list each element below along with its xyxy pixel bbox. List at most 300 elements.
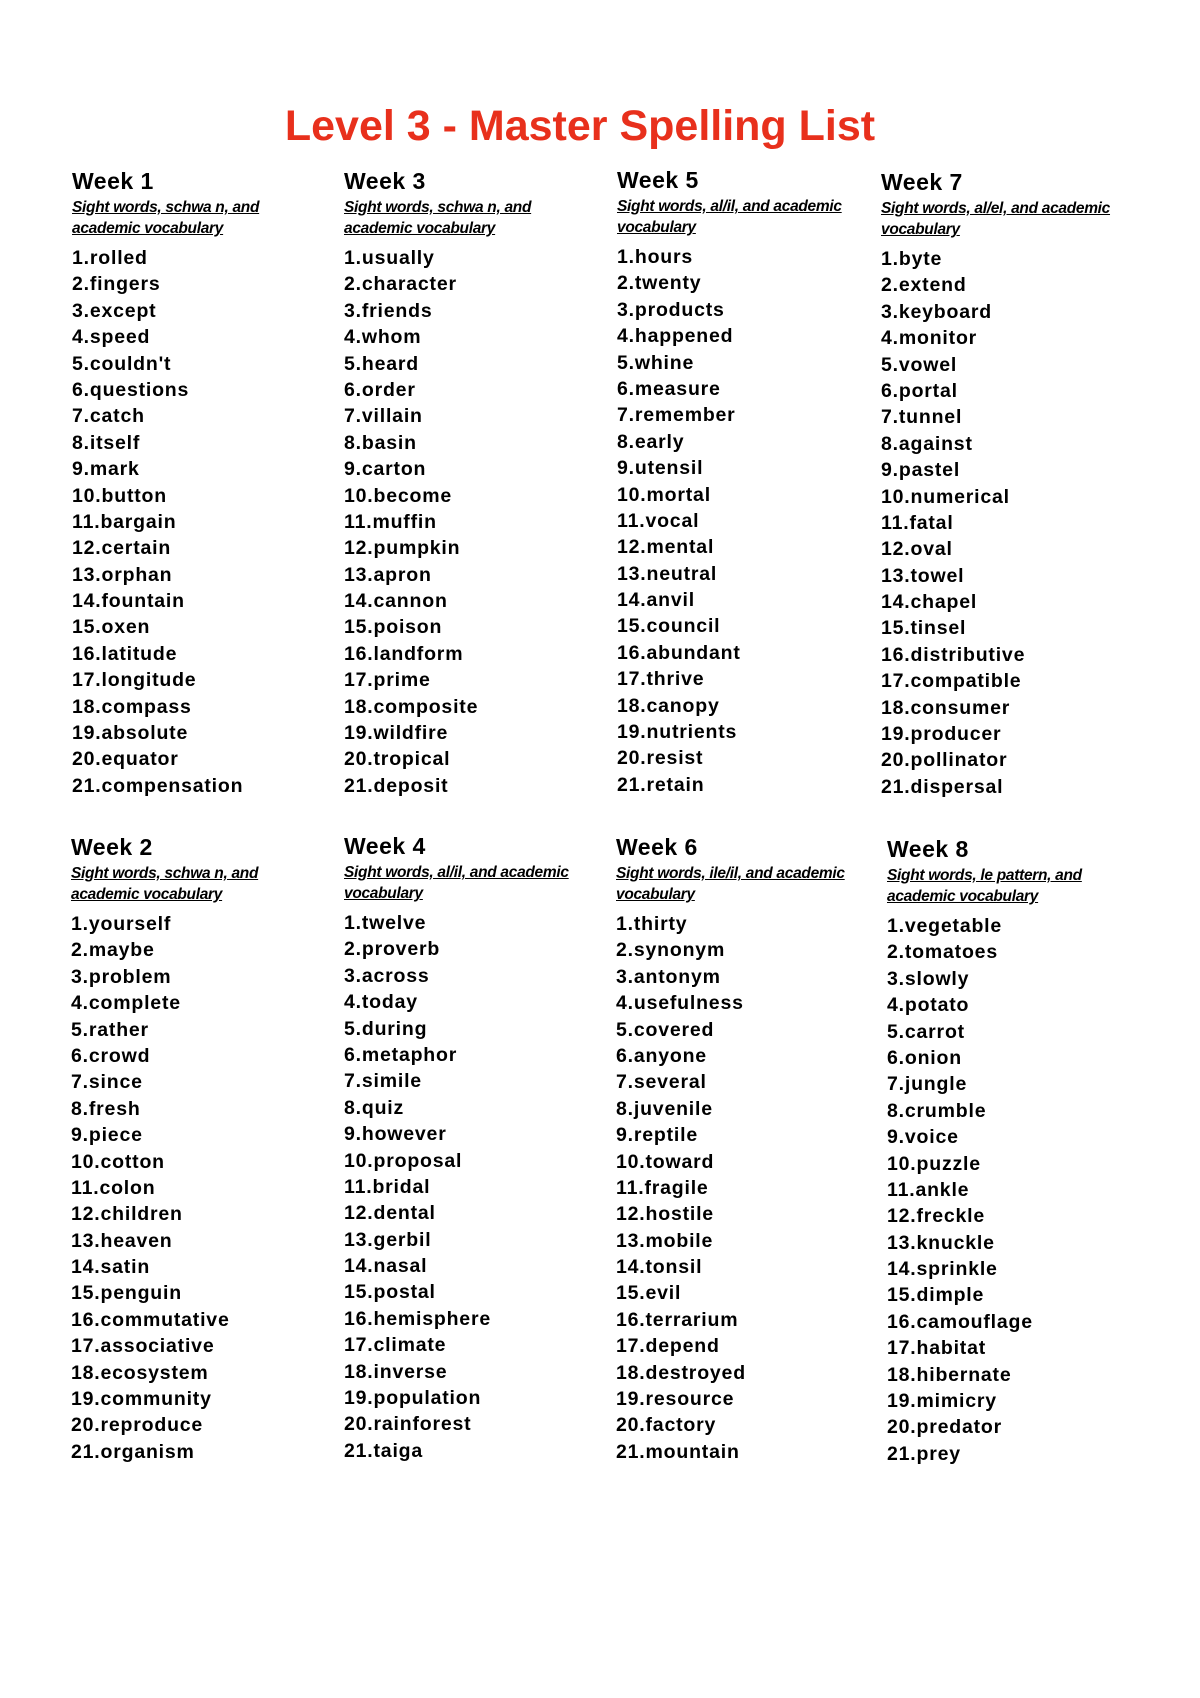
spelling-word: carrot	[904, 1020, 965, 1043]
item-number: 17.	[881, 670, 911, 693]
list-item	[344, 989, 594, 1015]
item-number: 16.	[72, 642, 102, 665]
list-item	[616, 1069, 866, 1095]
spelling-word: thirty	[633, 913, 688, 935]
spelling-word: depend	[645, 1335, 720, 1358]
item-number: 1.	[71, 913, 89, 935]
item-number: 12.	[71, 1203, 101, 1226]
item-number: 12.	[881, 538, 911, 561]
list-item	[344, 1227, 594, 1253]
spelling-word: crowd	[88, 1044, 151, 1067]
list-item	[72, 694, 322, 720]
list-item	[344, 1438, 594, 1464]
spelling-word: synonym	[633, 939, 726, 962]
item-number: 5.	[616, 1018, 634, 1041]
list-item	[617, 613, 867, 639]
list-item	[881, 510, 1131, 536]
item-number: 3.	[616, 965, 634, 988]
spelling-word: chapel	[910, 591, 978, 614]
list-item	[344, 694, 594, 720]
list-item	[881, 404, 1131, 430]
list-item	[616, 911, 866, 937]
spelling-word: questions	[89, 378, 190, 401]
spelling-word: hibernate	[916, 1363, 1012, 1386]
spelling-word: bridal	[372, 1175, 431, 1198]
list-item	[887, 1441, 1137, 1467]
list-item	[617, 587, 867, 613]
week-heading: Week 4	[344, 833, 426, 859]
spelling-word: extend	[898, 274, 967, 297]
word-list	[71, 911, 321, 1465]
item-number: 18.	[72, 695, 102, 718]
list-item	[616, 1280, 866, 1306]
item-number: 10.	[881, 485, 911, 508]
spelling-word: fountain	[101, 590, 185, 613]
word-list	[616, 911, 866, 1465]
week-heading: Week 8	[887, 836, 969, 862]
list-item	[344, 1279, 594, 1305]
list-item	[617, 350, 867, 376]
spelling-word: products	[634, 298, 725, 321]
spelling-word: community	[100, 1388, 212, 1411]
item-number: 20.	[344, 748, 374, 771]
spelling-word: measure	[634, 377, 721, 400]
spelling-word: dental	[373, 1202, 436, 1225]
spelling-word: resource	[645, 1388, 735, 1411]
list-item	[881, 668, 1131, 694]
item-number: 13.	[881, 564, 911, 587]
spelling-word: compass	[101, 695, 192, 718]
spelling-word: prime	[373, 669, 431, 692]
item-number: 16.	[71, 1308, 101, 1331]
list-item	[344, 509, 594, 535]
spelling-word: itself	[89, 431, 141, 454]
list-item	[344, 1121, 594, 1147]
list-item	[72, 271, 322, 297]
list-item	[72, 667, 322, 693]
item-number: 6.	[616, 1044, 634, 1067]
list-item	[344, 298, 594, 324]
spelling-word: penguin	[100, 1282, 182, 1305]
spelling-word: latitude	[101, 642, 178, 665]
spelling-word: composite	[373, 695, 479, 718]
spelling-word: mobile	[645, 1229, 714, 1252]
list-item	[616, 1122, 866, 1148]
item-number: 1.	[344, 912, 362, 934]
spelling-word: reptile	[633, 1124, 698, 1147]
list-item	[617, 402, 867, 428]
spelling-word: hours	[634, 246, 694, 268]
spelling-word: complete	[88, 992, 181, 1015]
week-block	[344, 167, 594, 799]
week-subtitle: Sight words, schwa n, and academic vocabulary	[344, 199, 532, 237]
spelling-word: predator	[916, 1416, 1003, 1439]
week-heading: Week 1	[72, 168, 154, 194]
item-number: 5.	[617, 351, 635, 374]
spelling-word: associative	[100, 1335, 215, 1358]
item-number: 10.	[71, 1150, 101, 1173]
list-item	[887, 1124, 1137, 1150]
spelling-word: during	[361, 1017, 428, 1040]
word-list	[881, 246, 1131, 800]
item-number: 20.	[344, 1413, 374, 1436]
list-item	[616, 1043, 866, 1069]
list-item	[72, 773, 322, 799]
spelling-word: absolute	[101, 722, 189, 745]
spelling-word: yourself	[88, 913, 172, 935]
spelling-word: whom	[361, 326, 422, 349]
list-item	[71, 1043, 321, 1069]
spelling-word: colon	[99, 1176, 156, 1199]
list-item	[71, 1360, 321, 1386]
item-number: 10.	[617, 483, 647, 506]
item-number: 14.	[71, 1256, 101, 1279]
item-number: 21.	[72, 774, 102, 797]
spelling-word: proverb	[361, 938, 441, 961]
item-number: 1.	[344, 247, 362, 269]
list-item	[72, 535, 322, 561]
list-item	[72, 456, 322, 482]
list-item	[887, 1098, 1137, 1124]
list-item	[71, 1122, 321, 1148]
list-item	[344, 483, 594, 509]
list-item	[72, 746, 322, 772]
item-number: 2.	[616, 939, 634, 962]
week-block	[887, 835, 1137, 1467]
list-item	[344, 377, 594, 403]
list-item	[881, 747, 1131, 773]
list-item	[887, 992, 1137, 1018]
item-number: 15.	[344, 616, 374, 639]
spelling-word: catch	[89, 405, 145, 428]
item-number: 4.	[616, 992, 634, 1015]
spelling-word: rolled	[89, 247, 148, 269]
spelling-word: cannon	[373, 590, 448, 613]
item-number: 6.	[617, 377, 635, 400]
week-subtitle: Sight words, schwa n, and academic vocabulary	[72, 199, 260, 237]
list-item	[344, 562, 594, 588]
item-number: 1.	[881, 248, 899, 270]
spelling-word: friends	[361, 299, 433, 322]
list-item	[72, 562, 322, 588]
list-item	[617, 534, 867, 560]
list-item	[71, 1333, 321, 1359]
spelling-word: button	[101, 484, 167, 507]
spelling-word: canopy	[646, 694, 720, 717]
list-item	[616, 964, 866, 990]
spelling-word: knuckle	[916, 1231, 995, 1254]
item-number: 9.	[616, 1124, 634, 1147]
item-number: 14.	[344, 590, 374, 613]
item-number: 13.	[344, 1228, 374, 1251]
item-number: 20.	[617, 747, 647, 770]
spelling-word: resist	[646, 747, 704, 770]
list-item	[344, 324, 594, 350]
item-number: 21.	[616, 1440, 646, 1463]
item-number: 19.	[887, 1390, 917, 1413]
list-item	[881, 352, 1131, 378]
list-item	[617, 270, 867, 296]
list-item	[617, 482, 867, 508]
spelling-word: proposal	[373, 1149, 463, 1172]
spelling-word: utensil	[634, 457, 704, 480]
item-number: 9.	[344, 458, 362, 481]
spelling-word: anvil	[646, 589, 695, 612]
list-item	[344, 1253, 594, 1279]
list-item	[72, 351, 322, 377]
spelling-word: speed	[89, 326, 151, 349]
list-item	[617, 376, 867, 402]
spelling-word: since	[88, 1071, 143, 1094]
list-item	[616, 1254, 866, 1280]
item-number: 7.	[344, 405, 362, 428]
list-item	[72, 588, 322, 614]
list-item	[616, 1149, 866, 1175]
week-subtitle: Sight words, ile/il, and academic vocabulary	[616, 865, 845, 903]
spelling-word: nutrients	[646, 721, 738, 744]
list-item	[72, 641, 322, 667]
spelling-word: children	[100, 1203, 183, 1226]
item-number: 3.	[887, 967, 905, 990]
item-number: 13.	[887, 1231, 917, 1254]
item-number: 3.	[881, 300, 899, 323]
item-number: 17.	[344, 669, 374, 692]
spelling-word: couldn't	[89, 352, 172, 375]
list-item	[344, 720, 594, 746]
item-number: 15.	[881, 617, 911, 640]
item-number: 10.	[616, 1150, 646, 1173]
list-item	[344, 773, 594, 799]
list-item	[881, 484, 1131, 510]
list-item	[616, 1017, 866, 1043]
week-block	[616, 833, 866, 1465]
item-number: 5.	[887, 1020, 905, 1043]
item-number: 15.	[344, 1281, 374, 1304]
item-number: 14.	[887, 1258, 917, 1281]
list-item	[72, 483, 322, 509]
item-number: 5.	[344, 352, 362, 375]
item-number: 7.	[71, 1071, 89, 1094]
spelling-word: simile	[361, 1070, 422, 1093]
spelling-word: vegetable	[904, 915, 1003, 937]
list-item	[881, 431, 1131, 457]
spelling-word: character	[361, 273, 457, 296]
list-item	[616, 990, 866, 1016]
item-number: 12.	[344, 1202, 374, 1225]
spelling-word: basin	[361, 431, 417, 454]
list-item	[887, 1335, 1137, 1361]
spelling-word: wildfire	[373, 722, 449, 745]
list-item	[344, 910, 594, 936]
spelling-word: commutative	[100, 1308, 230, 1331]
week-heading: Week 6	[616, 834, 698, 860]
item-number: 19.	[616, 1388, 646, 1411]
list-item	[71, 1096, 321, 1122]
list-item	[881, 299, 1131, 325]
spelling-word: tunnel	[898, 406, 963, 429]
item-number: 4.	[71, 992, 89, 1015]
list-item	[344, 245, 594, 271]
item-number: 15.	[887, 1284, 917, 1307]
item-number: 13.	[71, 1229, 101, 1252]
spelling-word: quiz	[361, 1096, 405, 1119]
item-number: 12.	[344, 537, 374, 560]
item-number: 12.	[617, 536, 647, 559]
item-number: 8.	[344, 1096, 362, 1119]
list-item	[887, 1388, 1137, 1414]
item-number: 19.	[72, 722, 102, 745]
spelling-word: equator	[101, 748, 179, 771]
list-item	[887, 966, 1137, 992]
item-number: 15.	[617, 615, 647, 638]
list-item	[344, 403, 594, 429]
item-number: 15.	[72, 616, 102, 639]
spelling-word: pastel	[898, 459, 961, 482]
spelling-word: monitor	[898, 327, 978, 350]
list-item	[344, 1148, 594, 1174]
spelling-word: slowly	[904, 967, 970, 990]
item-number: 7.	[887, 1073, 905, 1096]
item-number: 8.	[71, 1097, 89, 1120]
spelling-word: puzzle	[916, 1152, 981, 1175]
list-item	[887, 1362, 1137, 1388]
list-item	[617, 772, 867, 798]
spelling-word: mortal	[646, 483, 711, 506]
spelling-word: ankle	[915, 1178, 970, 1201]
item-number: 7.	[344, 1070, 362, 1093]
item-number: 2.	[617, 272, 635, 295]
item-number: 14.	[616, 1256, 646, 1279]
list-item	[617, 719, 867, 745]
item-number: 1.	[617, 246, 635, 268]
item-number: 17.	[71, 1335, 101, 1358]
item-number: 7.	[616, 1071, 634, 1094]
list-item	[617, 244, 867, 270]
week-heading: Week 3	[344, 168, 426, 194]
list-item	[616, 937, 866, 963]
item-number: 17.	[617, 668, 647, 691]
spelling-word: tropical	[373, 748, 451, 771]
spelling-word: mental	[646, 536, 715, 559]
spelling-word: anyone	[633, 1044, 707, 1067]
item-number: 1.	[72, 247, 90, 269]
list-item	[72, 720, 322, 746]
item-number: 10.	[344, 484, 374, 507]
spelling-word: potato	[904, 994, 970, 1017]
spelling-word: villain	[361, 405, 423, 428]
item-number: 9.	[71, 1124, 89, 1147]
item-number: 20.	[616, 1414, 646, 1437]
item-number: 18.	[616, 1361, 646, 1384]
list-item	[344, 1016, 594, 1042]
word-list	[344, 910, 594, 1464]
item-number: 13.	[72, 563, 102, 586]
list-item	[71, 1175, 321, 1201]
item-number: 18.	[617, 694, 647, 717]
list-item	[616, 1307, 866, 1333]
item-number: 1.	[616, 913, 634, 935]
spelling-word: nasal	[373, 1255, 428, 1278]
item-number: 8.	[881, 432, 899, 455]
spelling-word: gerbil	[373, 1228, 432, 1251]
item-number: 14.	[617, 589, 647, 612]
item-number: 8.	[616, 1097, 634, 1120]
list-item	[344, 641, 594, 667]
spelling-word: oxen	[101, 616, 151, 639]
list-item	[344, 456, 594, 482]
item-number: 21.	[71, 1440, 101, 1463]
item-number: 5.	[881, 353, 899, 376]
list-item	[887, 1151, 1137, 1177]
item-number: 4.	[881, 327, 899, 350]
list-item	[616, 1228, 866, 1254]
list-item	[344, 1174, 594, 1200]
list-item	[344, 271, 594, 297]
spelling-word: tinsel	[910, 617, 967, 640]
item-number: 21.	[344, 1439, 374, 1462]
spelling-word: tomatoes	[904, 941, 998, 964]
item-number: 21.	[887, 1442, 917, 1465]
item-number: 17.	[72, 669, 102, 692]
spelling-word: camouflage	[916, 1310, 1033, 1333]
spelling-word: maybe	[88, 939, 155, 962]
item-number: 11.	[617, 509, 646, 532]
item-number: 3.	[72, 299, 90, 322]
item-number: 16.	[887, 1310, 917, 1333]
item-number: 20.	[881, 749, 911, 772]
spelling-word: against	[898, 432, 973, 455]
spelling-word: retain	[646, 773, 705, 796]
list-item	[617, 508, 867, 534]
spelling-word: become	[373, 484, 453, 507]
spelling-word: compatible	[910, 670, 1022, 693]
list-item	[887, 1230, 1137, 1256]
list-item	[887, 1414, 1137, 1440]
item-number: 19.	[617, 721, 647, 744]
list-item	[617, 561, 867, 587]
list-item	[881, 695, 1131, 721]
item-number: 2.	[71, 939, 89, 962]
spelling-word: abundant	[646, 641, 741, 664]
item-number: 6.	[72, 378, 90, 401]
spelling-word: muffin	[372, 510, 437, 533]
list-item	[344, 430, 594, 456]
item-number: 19.	[71, 1388, 101, 1411]
list-item	[881, 774, 1131, 800]
spelling-word: numerical	[910, 485, 1010, 508]
item-number: 4.	[72, 326, 90, 349]
spelling-word: postal	[373, 1281, 436, 1304]
spelling-word: longitude	[101, 669, 197, 692]
item-number: 12.	[72, 537, 102, 560]
list-item	[616, 1386, 866, 1412]
spelling-word: oval	[910, 538, 953, 561]
item-number: 10.	[344, 1149, 374, 1172]
list-item	[617, 640, 867, 666]
list-item	[344, 1095, 594, 1121]
spelling-word: habitat	[916, 1337, 987, 1360]
list-item	[881, 563, 1131, 589]
list-item	[617, 297, 867, 323]
spelling-word: dispersal	[910, 775, 1004, 798]
week-subtitle: Sight words, schwa n, and academic vocabulary	[71, 865, 259, 903]
spelling-word: satin	[100, 1256, 151, 1279]
item-number: 7.	[72, 405, 90, 428]
list-item	[344, 1411, 594, 1437]
item-number: 1.	[887, 915, 905, 937]
item-number: 4.	[617, 325, 635, 348]
spelling-word: across	[361, 964, 430, 987]
